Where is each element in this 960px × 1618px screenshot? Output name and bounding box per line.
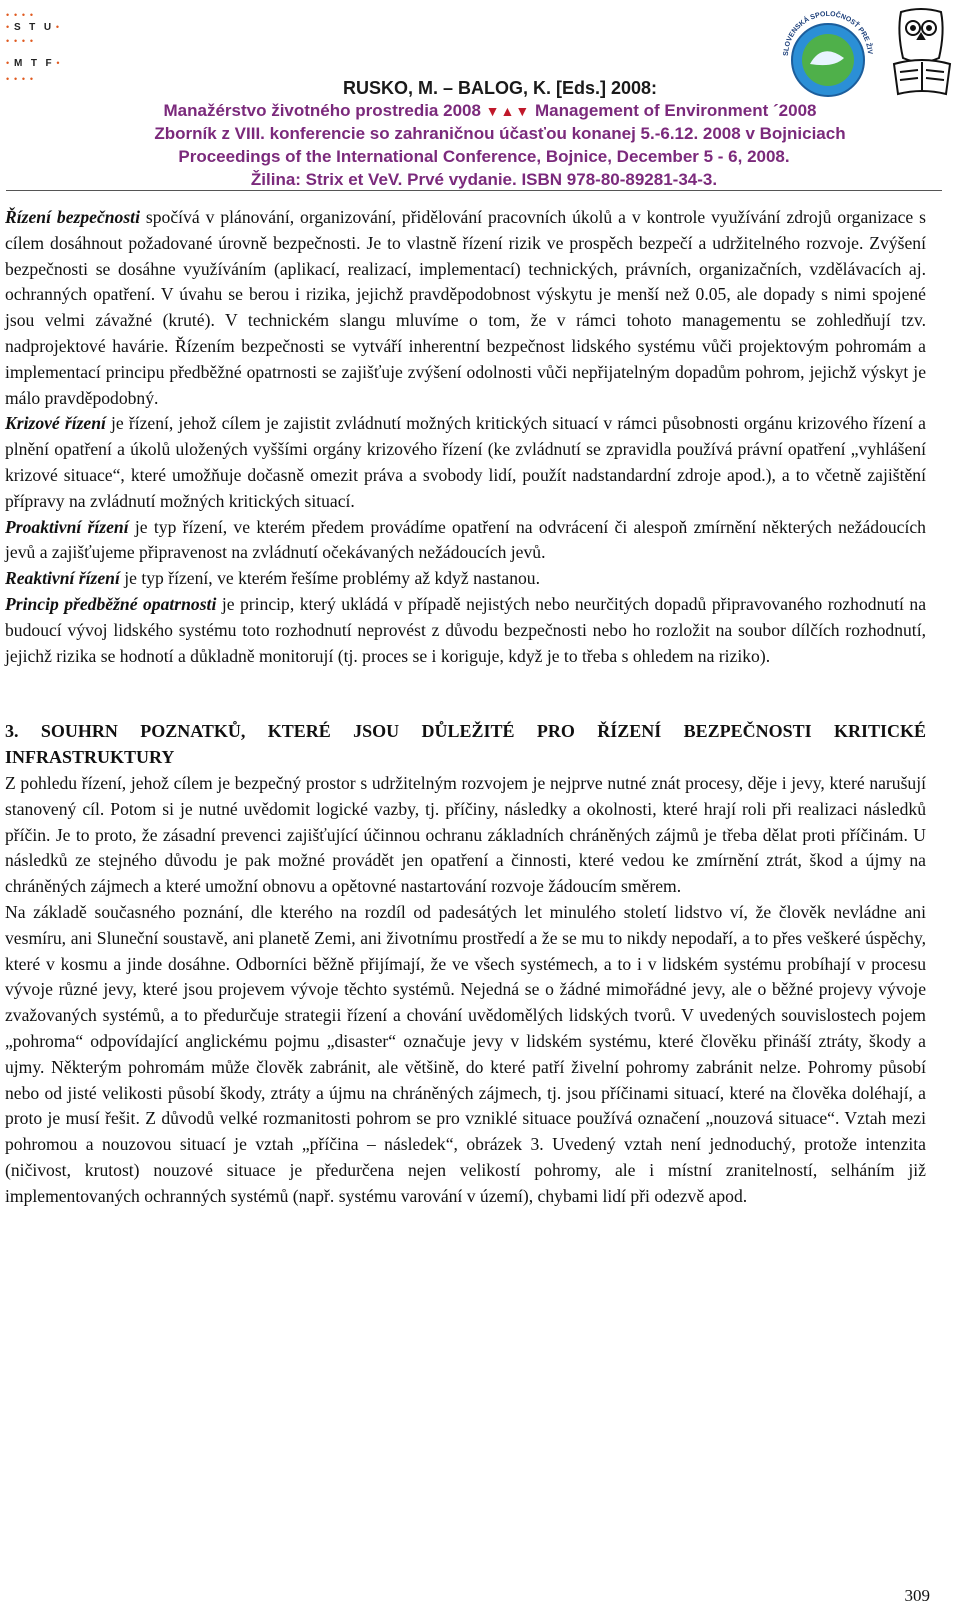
header-publisher-isbn: Žilina: Strix et VeV. Prvé vydanie. ISBN 978-80-89281-34-3. <box>250 170 718 189</box>
term-crisis-management: Krizové řízení <box>5 413 106 434</box>
paragraph-proactive-management <box>5 515 926 567</box>
term-safety-management: Řízení bezpečnosti <box>5 207 140 227</box>
paragraph-text: je typ řízení, ve kterém předem provádíme opatření na odvrácení či alespoň zmírnění některých nežádoucích jevů a zajišťujeme připravenost na zvládnutí očekávaných nežádoucích jevů. <box>5 516 926 563</box>
header-editors-line: RUSKO, M. – BALOG, K. [Eds.] 2008: <box>342 78 658 98</box>
conference-title-en: Management of Environment ´2008 <box>534 101 817 120</box>
paragraph-text: spočívá v plánování, organizování, přidělování pracovních úkolů a v kontrole využívání zdrojů organizace s cílem dosáhnout požadované úrovně bezpečnosti. Je to vlastně řízení rizik ve prospěch bezpečí a udržitelného rozvoje. Zvýšení bezpečnosti se dosáhne využíváním (aplikací, realizací, implementací) technických, právních, organizačních, vzdělávacích aj. ochranných opatření. V úvahu se berou i rizika, jejichž pravděpodobnost výskytu je menší než 0.05, ale dopady s nimi spojené jsou velmi závažné (kruté). V technickém slangu mluvíme o tom, že v rámci tohoto managementu se zohledňují tzv. nadprojektové havárie. Řízením bezpečnosti se vytváří inherentní bezpečnost lidského systému vůči projektovým pohromám a implementací principu předběžné opatrnosti se zajišťuje zvýšení odolnosti vůči nepřijatelným dopadům pohrom, jejichž výskyt je málo pravděpodobný. <box>5 207 926 408</box>
paragraph-text: je princip, který ukládá v případě nejistých nebo neurčitých dopadů připravovaného rozhodnutí na budoucí vývoj lidského systému toto rozhodnutí neprovést z důvodu bezpečnosti nebo ho rozložit na soubor dílčích rozhodnutí, jejichž rizika se hodnotí a důkladně monitorují (tj. proces se i koriguje, když je to třeba s ohledem na riziko). <box>5 593 927 666</box>
logo-letter-t2: T <box>30 58 38 69</box>
page-body <box>5 205 926 1209</box>
term-proactive-management: Proaktivní řízení <box>5 516 129 537</box>
header-conference-title <box>20 101 960 121</box>
emblem-arc-text: SLOVENSKÁ SPOLOČNOSŤ PRE ŽIV <box>782 10 874 57</box>
logo-letter-m: M <box>13 58 24 69</box>
page-number: 309 <box>904 1586 930 1605</box>
section-paragraph-1: Z pohledu řízení, jehož cílem je bezpečný prostor s udržitelným rozvojem je nejprve nutné znát procesy, děje i jevy, které narušují stanovený cíl. Potom si je nutné uvědomit logické vazby, tj. příčiny, následky a okolnosti, které hrají roli při realizaci následků příčin. Je to proto, že zásadní prevenci zajišťující účinnou ochranu základních chráněných zájmů je třeba dělat proti příčinám. U následků ze stejného důvodu je pak možné provádět jen opatření a činnosti, které vedou ke zmírnění ztrát, škod a újmy na chráněných zájmech a které umožní obnovu a opětovné nastartování rozvoje žádoucím směrem. <box>5 772 926 897</box>
header-proceedings-sk: Zborník z VIII. konferencie so zahraničnou účasťou konanej 5.-6.12. 2008 v Bojniciach <box>154 124 846 143</box>
stu-mtf-logo: • • • • • S T U • • • • • • M T F • • • • • <box>6 10 61 84</box>
paragraph-crisis-management <box>5 411 926 514</box>
logo-letter-s: S <box>13 22 22 33</box>
logo-letter-f: F <box>45 58 53 69</box>
section-heading: 3. SOUHRN POZNATKŮ, KTERÉ JSOU DŮLEŽITÉ PRO ŘÍZENÍ BEZPEČNOSTI KRITICKÉ INFRASTRUKTURY <box>5 721 926 768</box>
header-proceedings-en: Proceedings of the International Conference, Bojnice, December 5 - 6, 2008. <box>178 147 790 166</box>
triangle-ornament-icon: ▼▲▼ <box>485 103 531 119</box>
paragraph-text: je typ řízení, ve kterém řešíme problémy až když nastanou. <box>119 568 541 589</box>
logo-letter-u: U <box>43 22 53 33</box>
paragraph-reactive-management <box>5 566 926 592</box>
header-divider <box>6 190 942 191</box>
logo-letter-t: T <box>29 22 37 33</box>
paragraph-safety-management <box>5 205 926 411</box>
page-header <box>0 0 960 196</box>
paragraph-text: je řízení, jehož cílem je zajistit zvládnutí možných kritických situací v rámci působnosti orgánu krizového řízení a plnění opatření a úkolů uložených vyššími orgány krizového řízení (ke zvládnutí se zpravidla používá právní opatření „vyhlášení krizové situace“, které umožňuje dočasně omezit práva a svobody lidí, použít nadstandardní zdroje apod.), a to včetně zajištění přípravy na zvládnutí možných kritických situací. <box>5 413 926 511</box>
term-reactive-management: Reaktivní řízení <box>5 568 120 589</box>
conference-title-sk: Manažérstvo životného prostredia 2008 <box>163 101 481 120</box>
paragraph-precautionary-principle <box>5 592 926 669</box>
section-paragraph-2: Na základě současného poznání, dle kterého na rozdíl od padesátých let minulého století lidstvo ví, že člověk nevládne ani vesmíru, ani Sluneční soustavě, ani planetě Zemi, ani životnímu prostředí a že se mu to nikdy nepodaří, a to přes veškeré úspěchy, které v kosmu a jinde dosáhne. Odborníci běžně přijímají, že ve všech systémech, a to i v lidském systému probíhají v procesu vývoje různé jevy, které jsou projevem vývoje těchto systémů. Nejedná se o žádné mimořádné jevy, ale o běžné projevy vývoje zvažovaných systémů, a to předurčuje strategii řízení a chování uvědomělých lidských tvorů. V uvedených souvislostech pojem „pohroma“ odpovídající anglickému pojmu „disaster“ označuje jevy v lidském systému, které člověku přináší ztráty, škody a ujmy. Některým pohromám může člověk zabránit, ale většině, do které patří živelní pohromy zabránit nelze. Pohromy působí nebo od jisté velikosti působí škody, ztráty a újmu na chráněných zájmech, tj. jsou příčinami situací, které na člověka doléhají, a proto je musí řešit. Z důvodů velké rozmanitosti pohrom se pro vzniklé situace používá označení „nouzová situace“. Vztah mezi pohromou a nouzovou situací je vztah „příčina – následek“, obrázek 3. Uvedený vztah není jednoduchý, protože intenzita (ničivost, krutost) nouzové situace je předurčena nejen velikostí pohromy, ale i místní zranitelností, selháním již implementovaných ochranných systémů (např. systému varování v území), chybami lidí při odezvě apod. <box>5 901 926 1206</box>
term-precautionary-principle: Princip předběžné opatrnosti <box>5 593 217 614</box>
